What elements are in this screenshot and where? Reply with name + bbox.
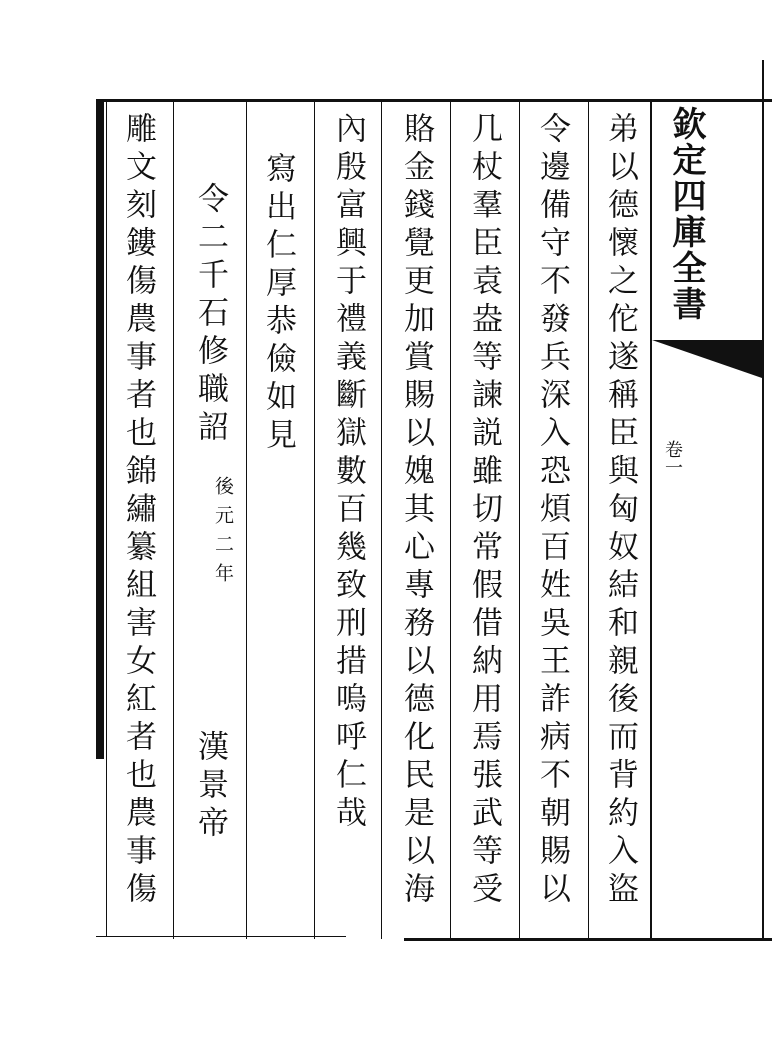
right-border: [650, 99, 652, 939]
book-title: 欽定四庫全書: [666, 106, 706, 322]
column-divider: [588, 99, 589, 939]
juan-number: 卷一: [662, 440, 683, 476]
left-border: [96, 99, 104, 759]
column-divider: [450, 99, 451, 939]
edict-title: 令二千石修職詔: [192, 182, 228, 448]
column-divider: [246, 99, 247, 939]
bottom-border-left: [96, 936, 346, 937]
page-edge: [762, 60, 764, 940]
text-column-2: 令邊備守不發兵深入恐煩百姓吳王詐病不朝賜以: [534, 112, 570, 910]
column-divider: [173, 99, 174, 939]
commentary-line: 寫出仁厚恭儉如見: [260, 152, 296, 456]
text-column-5: 內殷富興于禮義斷獄數百幾致刑措嗚呼仁哉: [330, 112, 366, 834]
emperor-attribution: 漢景帝: [192, 730, 228, 844]
left-border-thin: [106, 99, 107, 937]
text-column-4: 賂金錢覺更加賞賜以媿其心專務以德化民是以海: [398, 112, 434, 910]
top-border: [96, 99, 772, 102]
edict-date-note: 後元二年: [212, 476, 234, 592]
column-divider: [519, 99, 520, 939]
text-column-1: 弟以德懷之佗遂稱臣與匈奴結和親後而背約入盜: [602, 112, 638, 910]
column-divider: [381, 99, 382, 939]
text-column-8: 雕文刻鏤傷農事者也錦繡纂組害女紅者也農事傷: [120, 112, 156, 910]
fish-tail-mark: [652, 340, 762, 378]
text-column-3: 几杖羣臣袁盎等諫説雖切常假借納用焉張武等受: [466, 112, 502, 910]
column-divider: [314, 99, 315, 939]
